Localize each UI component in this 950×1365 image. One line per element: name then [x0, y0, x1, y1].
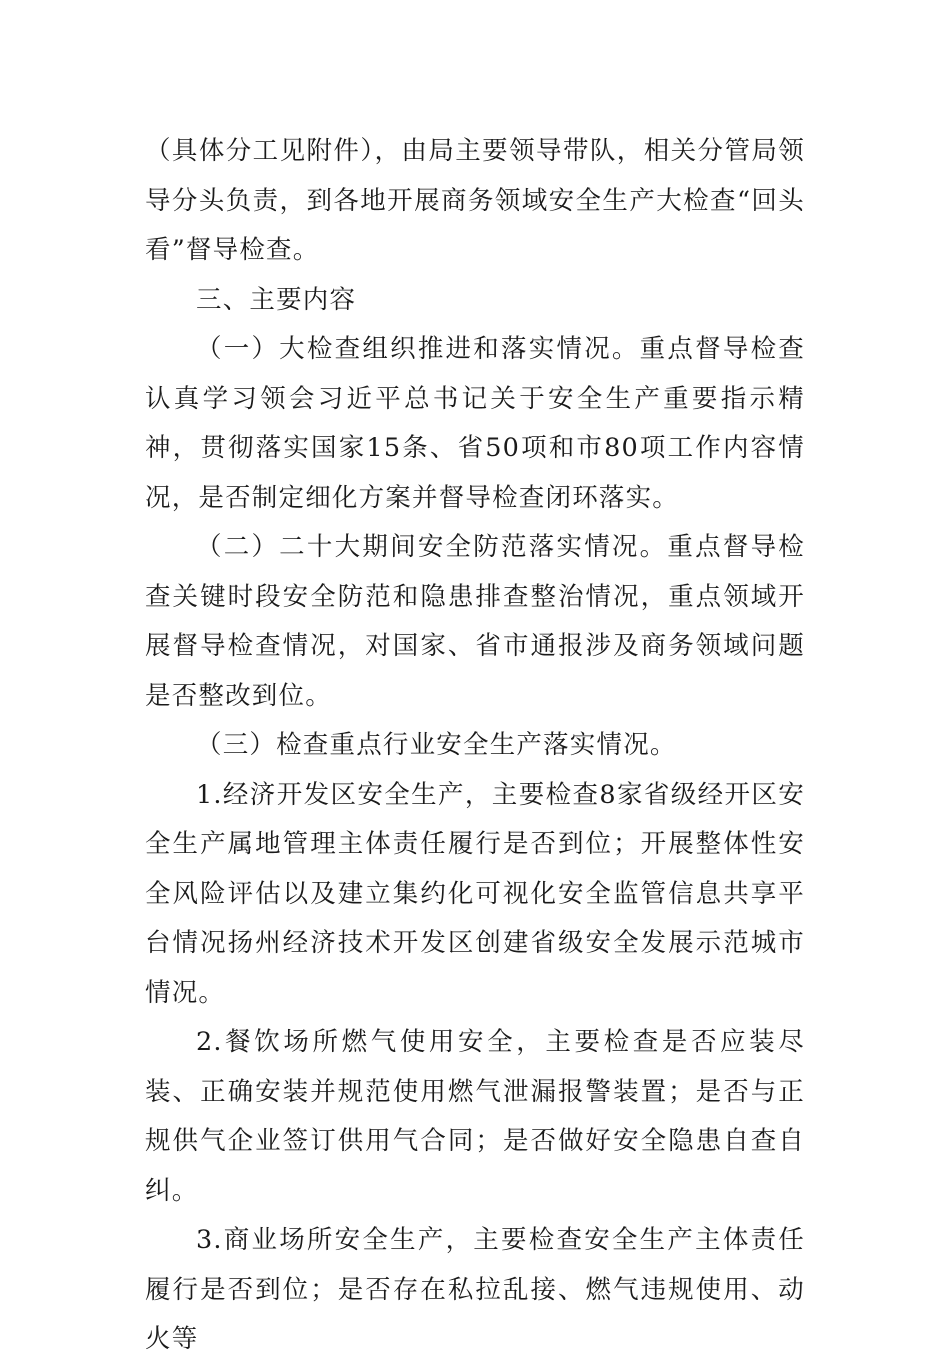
section-heading-main-content: 三、主要内容 [196, 284, 357, 315]
paragraph-item-3: （三）检查重点行业安全生产落实情况。 [196, 730, 677, 760]
sub-item-economic-zone: 1.经济开发区安全生产，主要检查8家省级经开区安全生产属地管理主体责任履行是否到位；开展整体性安全风险评估以及建立集约化可视化安全监管信息共享平台情况扬州经济技术开发区创建省级安全发展示范城市情况。 [145, 779, 805, 1008]
sub-item-restaurant-gas: 2.餐饮场所燃气使用安全，主要检查是否应装尽装、正确安装并规范使用燃气泄漏报警装置；是否与正规供气企业签订供用气合同；是否做好安全隐患自查自纠。 [145, 1027, 805, 1206]
paragraph-item-1: （一）大检查组织推进和落实情况。重点督导检查认真学习领会习近平总书记关于安全生产重要指示精神，贯彻落实国家15条、省50项和市80项工作内容情况，是否制定细化方案并督导检查闭环落实。 [145, 334, 805, 513]
sub-item-commercial-venues: 3.商业场所安全生产，主要检查安全生产主体责任履行是否到位；是否存在私拉乱接、燃气违规使用、动火等 [145, 1225, 805, 1354]
paragraph-item-2: （二）二十大期间安全防范落实情况。重点督导检查关键时段安全防范和隐患排查整治情况，重点领域开展督导检查情况，对国家、省市通报涉及商务领域问题是否整改到位。 [145, 532, 805, 711]
document-body [145, 127, 805, 1365]
paragraph-continuation: （具体分工见附件），由局主要领导带队，相关分管局领导分头负责，到各地开展商务领域安全生产大检查“回头看”督导检查。 [145, 136, 805, 265]
